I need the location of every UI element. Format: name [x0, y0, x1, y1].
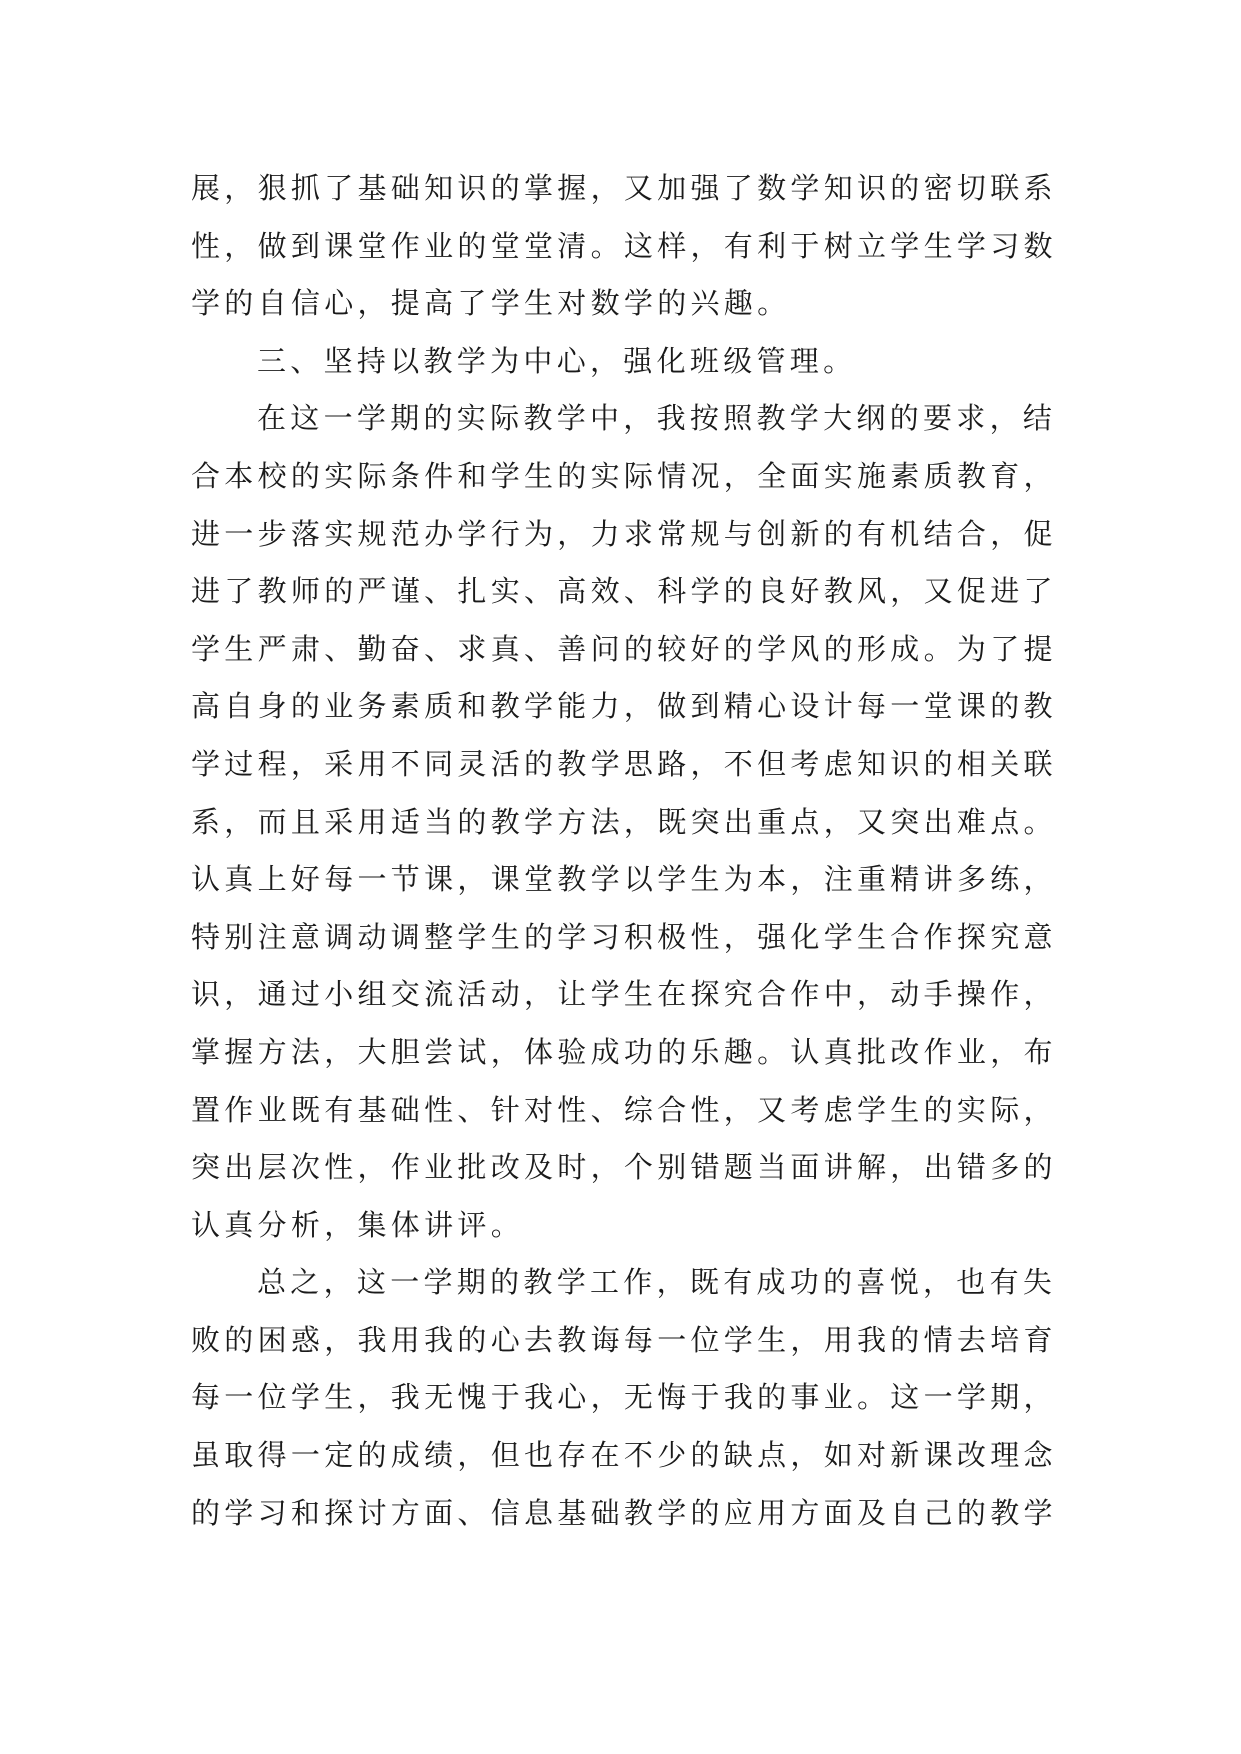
- section-heading: 三、坚持以教学为中心，强化班级管理。: [257, 343, 857, 378]
- paragraph-3-line-4: 进了教师的严谨、扎实、高效、科学的良好教风，又促进了: [191, 574, 1057, 609]
- paragraph-1-line-3: 学的自信心，提高了学生对数学的兴趣。: [191, 286, 791, 321]
- paragraph-3-line-15: 认真分析，集体讲评。: [191, 1207, 525, 1242]
- paragraph-3-line-12: 掌握方法，大胆尝试，体验成功的乐趣。认真批改作业，布: [191, 1034, 1057, 1069]
- paragraph-3-line-2: 合本校的实际条件和学生的实际情况，全面实施素质教育，: [191, 458, 1057, 493]
- paragraph-4-line-1: 总之，这一学期的教学工作，既有成功的喜悦，也有失: [257, 1265, 1057, 1300]
- paragraph-4-line-4: 虽取得一定的成绩，但也存在不少的缺点，如对新课改理念: [191, 1438, 1057, 1473]
- paragraph-3-line-1: 在这一学期的实际教学中，我按照教学大纲的要求，结: [257, 401, 1057, 436]
- paragraph-3-line-14: 突出层次性，作业批改及时，个别错题当面讲解，出错多的: [191, 1150, 1057, 1185]
- paragraph-3-line-7: 学过程，采用不同灵活的教学思路，不但考虑知识的相关联: [191, 746, 1057, 781]
- paragraph-4-line-5: 的学习和探讨方面、信息基础教学的应用方面及自己的教学: [191, 1495, 1057, 1530]
- paragraph-3-line-6: 高自身的业务素质和教学能力，做到精心设计每一堂课的教: [191, 689, 1057, 724]
- paragraph-3-line-10: 特别注意调动调整学生的学习积极性，强化学生合作探究意: [191, 919, 1057, 954]
- document-body: [191, 160, 1057, 1542]
- paragraph-3-line-8: 系，而且采用适当的教学方法，既突出重点，又突出难点。: [191, 804, 1057, 839]
- paragraph-3-line-13: 置作业既有基础性、针对性、综合性，又考虑学生的实际，: [191, 1092, 1057, 1127]
- paragraph-3-line-11: 识，通过小组交流活动，让学生在探究合作中，动手操作，: [191, 977, 1057, 1012]
- paragraph-3-line-9: 认真上好每一节课，课堂教学以学生为本，注重精讲多练，: [191, 862, 1057, 897]
- paragraph-4-line-3: 每一位学生，我无愧于我心，无悔于我的事业。这一学期，: [191, 1380, 1057, 1415]
- paragraph-4-line-2: 败的困惑，我用我的心去教诲每一位学生，用我的情去培育: [191, 1322, 1057, 1357]
- paragraph-1-line-1: 展，狠抓了基础知识的掌握，又加强了数学知识的密切联系: [191, 171, 1057, 205]
- paragraph-3-line-5: 学生严肃、勤奋、求真、善问的较好的学风的形成。为了提: [191, 631, 1057, 666]
- paragraph-1-line-2: 性，做到课堂作业的堂堂清。这样，有利于树立学生学习数: [191, 228, 1057, 263]
- paragraph-3-line-3: 进一步落实规范办学行为，力求常规与创新的有机结合，促: [191, 516, 1057, 551]
